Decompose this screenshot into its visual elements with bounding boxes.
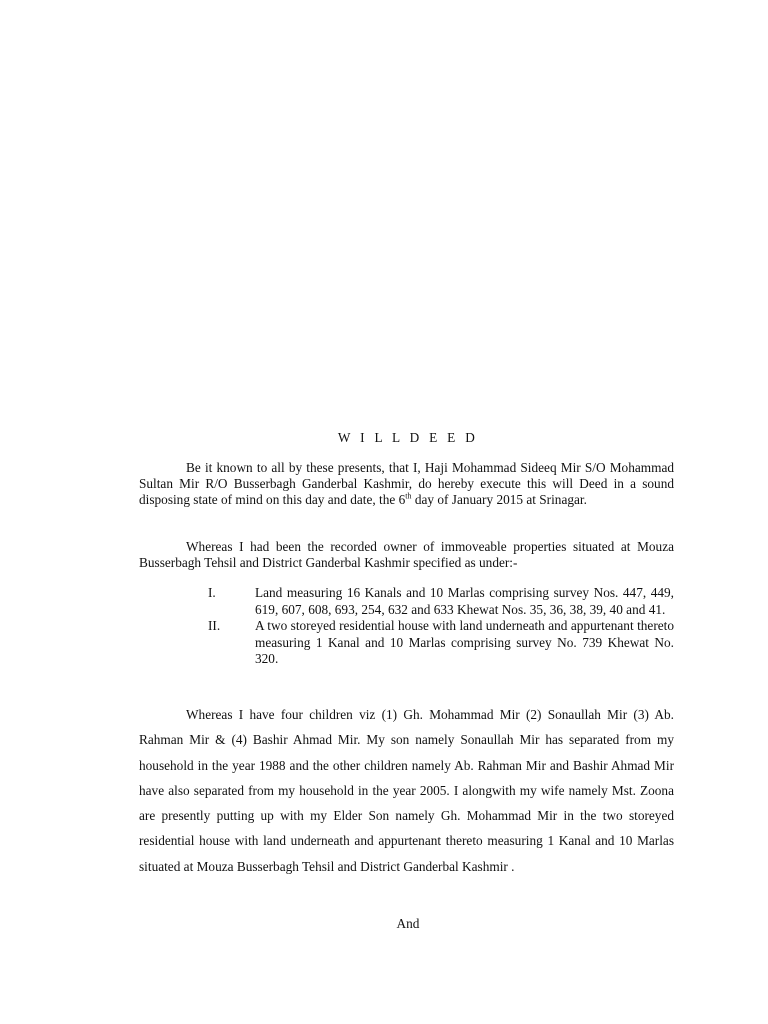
intro-text: Be it known to all by these presents, that I, Haji Mohammad Sideeq Mir S/O Mohammad Sultan Mir R/O Busserbagh Ganderbal Kashmir, do hereby execute this will Deed in a sound disposing state of mind on this day and date, the 6: [139, 460, 674, 507]
ownership-text: Whereas I had been the recorded owner of immoveable properties situated at Mouza Busserbagh Tehsil and District Ganderbal Kashmir specified as under:-: [139, 539, 674, 570]
intro-paragraph: [139, 460, 674, 508]
list-item-text: Land measuring 16 Kanals and 10 Marlas comprising survey Nos. 447, 449, 619, 607, 608, 693, 254, 632 and 633 Khewat Nos. 35, 36, 38, 39, 40 and 41.: [255, 585, 674, 617]
children-text: Whereas I have four children viz (1) Gh. Mohammad Mir (2) Sonaullah Mir (3) Ab. Rahman Mir & (4) Bashir Ahmad Mir. My son namely Sonaullah Mir has separated from my household in the year 1988 and the other children namely Ab. Rahman Mir and Bashir Ahmad Mir have also separated from my household in the year 2005. I alongwith my wife namely Mst. Zoona are presently putting up with my Elder Son namely Gh. Mohammad Mir in the two storeyed residential house with land underneath and appurtenant thereto measuring 1 Kanal and 10 Marlas situated at Mouza Busserbagh Tehsil and District Ganderbal Kashmir .: [139, 707, 674, 874]
list-item: [208, 585, 674, 618]
ownership-paragraph: [139, 539, 674, 571]
list-item-number: I.: [208, 585, 216, 600]
list-item-number: II.: [208, 618, 221, 633]
children-paragraph: [139, 702, 674, 879]
document-title: W I L L D E E D: [337, 430, 479, 445]
intro-text-end: day of January 2015 at Srinagar.: [411, 492, 587, 507]
list-item-text: A two storeyed residential house with land underneath and appurtenant thereto measuring 1 Kanal and 10 Marlas comprising survey No. 739 Khewat No. 320.: [255, 618, 674, 666]
property-list: [208, 585, 674, 668]
closing-word: And: [396, 916, 420, 931]
list-item: [208, 618, 674, 668]
ordinal-suffix: th: [405, 491, 412, 501]
